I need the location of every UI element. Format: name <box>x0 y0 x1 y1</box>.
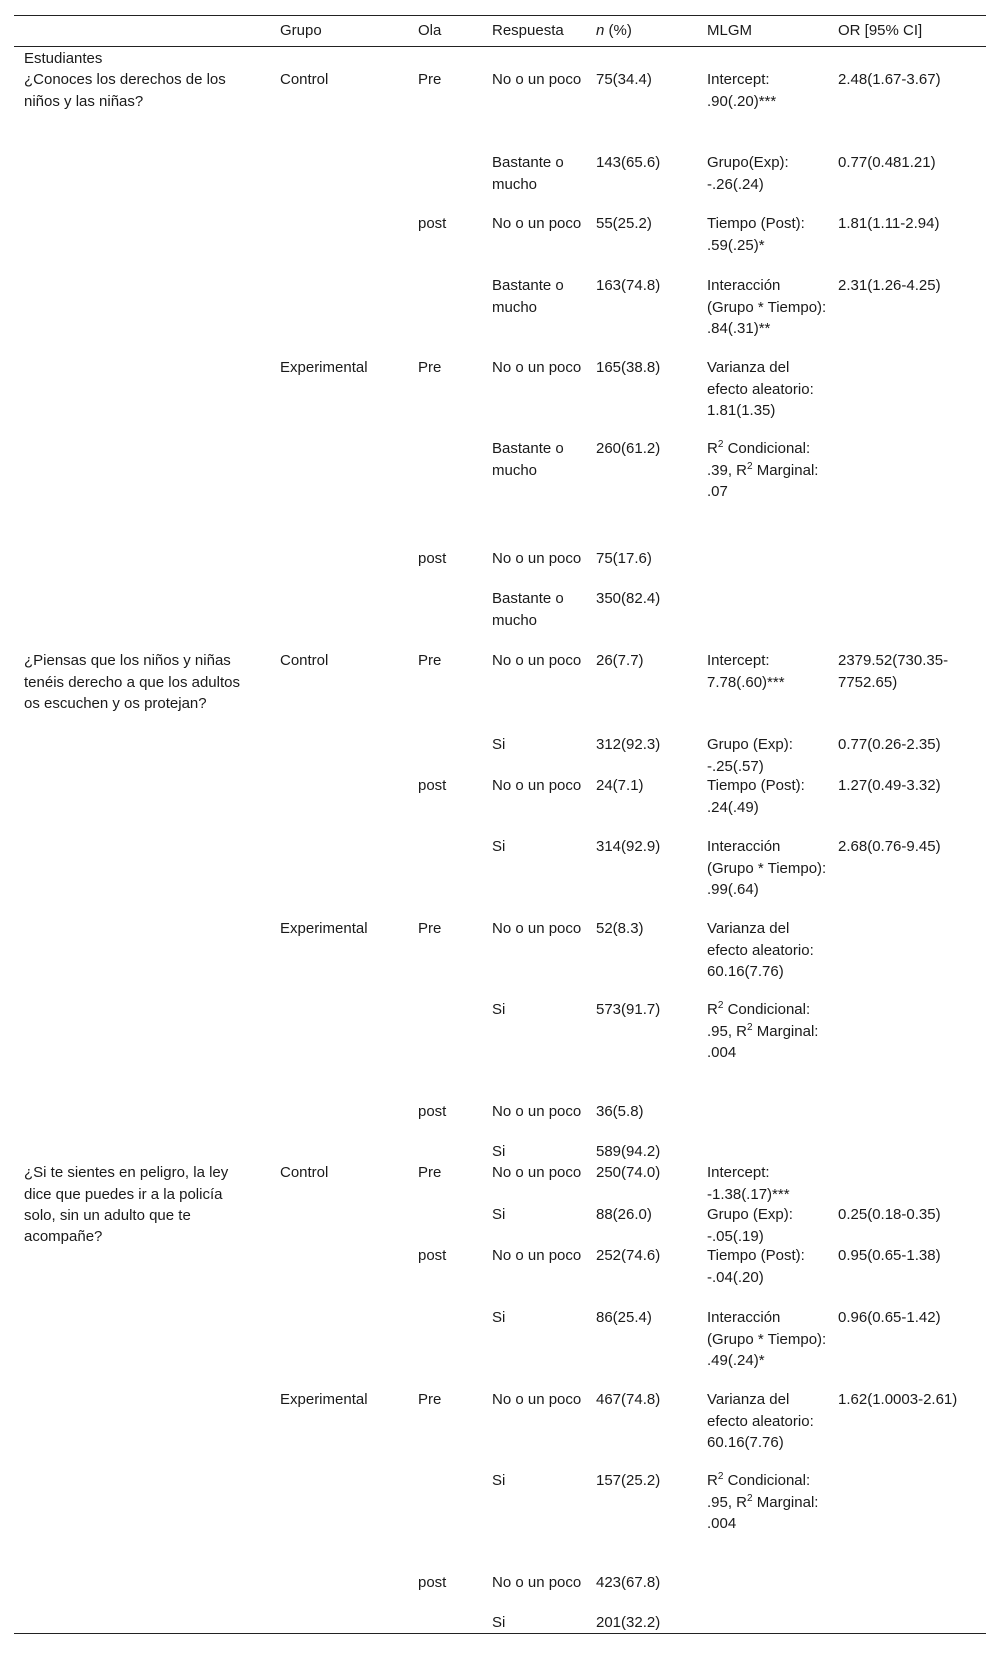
mlgm-cell <box>697 1470 828 1572</box>
group-cell <box>270 1141 408 1162</box>
odds-ratio-cell: 1.27(0.49-3.32) <box>838 777 941 795</box>
question-block <box>14 69 986 650</box>
response-cell: Bastante o mucho <box>492 590 564 629</box>
header-mlgm: MLGM <box>707 22 752 40</box>
group-cell <box>270 1204 408 1245</box>
mlgm-cell <box>697 548 828 588</box>
odds-ratio-cell: 0.25(0.18-0.35) <box>838 1206 941 1224</box>
wave-cell <box>408 152 482 213</box>
mlgm-cell: Varianza del efecto aleatorio: 1.81(1.35) <box>707 359 814 419</box>
r2-superscript: 2 <box>747 1021 753 1033</box>
header-respuesta: Respuesta <box>492 22 564 40</box>
odds-ratio-cell: 2.48(1.67-3.67) <box>838 71 941 89</box>
odds-ratio-cell: 2379.52(730.35-7752.65) <box>838 652 949 691</box>
wave-cell: post <box>418 215 447 233</box>
group-cell <box>270 734 408 775</box>
group-cell <box>270 1572 408 1612</box>
wave-cell: post <box>418 777 447 795</box>
group-cell <box>270 152 408 213</box>
results-table <box>14 15 986 1634</box>
response-cell: Si <box>492 1472 506 1490</box>
r2-superscript: 2 <box>717 1000 724 1012</box>
response-cell: No o un poco <box>492 1247 582 1265</box>
odds-ratio-cell <box>828 999 986 1101</box>
response-cell: No o un poco <box>492 1164 582 1182</box>
group-cell <box>270 1612 408 1633</box>
r2-symbol: R <box>707 440 718 458</box>
wave-cell: post <box>418 1574 447 1592</box>
odds-ratio-cell <box>828 918 986 999</box>
group-cell: Experimental <box>280 359 368 377</box>
question-text: ¿Piensas que los niños y niñas tenéis derecho a que los adultos os escuchen y os protejan? <box>24 652 240 712</box>
mlgm-cell: Varianza del efecto aleatorio: 60.16(7.76) <box>707 1391 814 1451</box>
group-cell <box>270 1101 408 1141</box>
response-cell: Si <box>492 1143 506 1161</box>
n-percent-cell: 88(26.0) <box>596 1206 652 1224</box>
r2-superscript: 2 <box>717 439 724 451</box>
odds-ratio-cell <box>828 1162 986 1204</box>
n-percent-cell: 573(91.7) <box>596 1001 661 1019</box>
header-or: OR [95% CI] <box>838 22 923 40</box>
odds-ratio-cell <box>828 548 986 588</box>
mlgm-cell: Interacción (Grupo * Tiempo): .99(.64) <box>707 838 827 898</box>
wave-cell: Pre <box>418 1164 442 1182</box>
table-body <box>14 69 986 1633</box>
response-cell: No o un poco <box>492 652 582 670</box>
group-cell <box>270 213 408 275</box>
odds-ratio-cell: 0.77(0.26-2.35) <box>838 736 941 754</box>
response-cell: Si <box>492 736 506 754</box>
response-cell: Si <box>492 1309 506 1327</box>
n-percent-cell: 55(25.2) <box>596 215 652 233</box>
n-percent-cell: 52(8.3) <box>596 920 644 938</box>
group-cell <box>270 1245 408 1307</box>
r2-conditional: Condicional: .39, R <box>707 440 811 479</box>
mlgm-cell <box>697 1572 828 1612</box>
odds-ratio-cell: 2.68(0.76-9.45) <box>838 838 941 856</box>
wave-cell <box>408 438 482 548</box>
response-cell: No o un poco <box>492 920 582 938</box>
wave-cell: post <box>418 1103 447 1121</box>
group-cell <box>270 1470 408 1572</box>
group-cell <box>270 548 408 588</box>
odds-ratio-cell <box>828 588 986 650</box>
group-cell: Control <box>280 652 329 670</box>
n-percent-cell: 24(7.1) <box>596 777 644 795</box>
wave-cell <box>408 734 482 775</box>
response-cell: Si <box>492 1001 506 1019</box>
mlgm-cell <box>697 1141 828 1162</box>
r2-superscript: 2 <box>747 460 753 472</box>
mlgm-cell: Tiempo (Post): -.04(.20) <box>707 1247 805 1286</box>
r2-marginal: Marginal: .004 <box>707 1022 819 1061</box>
odds-ratio-cell: 1.81(1.11-2.94) <box>838 215 940 233</box>
n-percent-cell: 163(74.8) <box>596 277 661 295</box>
n-percent-cell: 75(34.4) <box>596 71 652 89</box>
group-cell: Experimental <box>280 920 368 938</box>
section-label: Estudiantes <box>24 50 103 67</box>
r2-symbol: R <box>707 1472 718 1490</box>
n-percent-cell: 314(92.9) <box>596 838 661 856</box>
n-percent-cell: 350(82.4) <box>596 590 661 608</box>
response-cell: No o un poco <box>492 215 582 233</box>
r2-marginal: Marginal: .004 <box>707 1493 819 1532</box>
odds-ratio-cell <box>828 1612 986 1633</box>
question-text: ¿Si te sientes en peligro, la ley dice que puedes ir a la policía solo, sin un adulto que te acompañe? <box>24 1164 229 1246</box>
bottom-rule <box>14 1633 986 1634</box>
odds-ratio-cell <box>828 1101 986 1141</box>
response-cell: No o un poco <box>492 1103 582 1121</box>
header-grupo: Grupo <box>280 22 322 40</box>
response-cell: No o un poco <box>492 1574 582 1592</box>
n-percent-cell: 589(94.2) <box>596 1143 661 1161</box>
question-text: ¿Conoces los derechos de los niños y las niñas? <box>24 71 226 110</box>
wave-cell: Pre <box>418 652 442 670</box>
odds-ratio-cell <box>828 1470 986 1572</box>
odds-ratio-cell <box>828 1141 986 1162</box>
odds-ratio-cell <box>828 438 986 548</box>
wave-cell <box>408 1470 482 1572</box>
group-cell <box>270 836 408 918</box>
wave-cell: Pre <box>418 71 442 89</box>
odds-ratio-cell: 0.96(0.65-1.42) <box>838 1309 941 1327</box>
header-n-rest: (%) <box>604 22 632 40</box>
r2-symbol: R <box>707 1001 718 1019</box>
header-n-italic: n <box>596 22 605 40</box>
odds-ratio-cell: 0.95(0.65-1.38) <box>838 1247 941 1265</box>
question-block <box>14 650 986 1162</box>
wave-cell: Pre <box>418 359 442 377</box>
table-header <box>14 16 986 46</box>
n-percent-cell: 75(17.6) <box>596 550 652 568</box>
wave-cell <box>408 1307 482 1389</box>
mlgm-cell <box>697 588 828 650</box>
mlgm-cell <box>697 999 828 1101</box>
mlgm-cell: Grupo (Exp): -.05(.19) <box>707 1206 793 1245</box>
mlgm-cell <box>697 1612 828 1633</box>
n-percent-cell: 250(74.0) <box>596 1164 661 1182</box>
group-cell <box>270 438 408 548</box>
response-cell: Bastante o mucho <box>492 277 564 316</box>
wave-cell <box>408 836 482 918</box>
r2-superscript: 2 <box>747 1492 753 1504</box>
wave-cell: Pre <box>418 1391 442 1409</box>
group-cell: Experimental <box>280 1391 368 1409</box>
n-percent-cell: 36(5.8) <box>596 1103 644 1121</box>
mlgm-cell <box>697 1101 828 1141</box>
response-cell: Bastante o mucho <box>492 154 564 193</box>
mlgm-cell: Grupo(Exp): -.26(.24) <box>707 154 789 193</box>
group-cell <box>270 275 408 357</box>
wave-cell <box>408 1204 482 1245</box>
response-cell: No o un poco <box>492 71 582 89</box>
mlgm-cell: Interacción (Grupo * Tiempo): .84(.31)** <box>707 277 827 337</box>
odds-ratio-cell: 1.62(1.0003-2.61) <box>838 1391 958 1409</box>
odds-ratio-cell: 0.77(0.481.21) <box>838 154 936 172</box>
n-percent-cell: 26(7.7) <box>596 652 644 670</box>
group-cell: Control <box>280 1164 329 1182</box>
header-ola: Ola <box>418 22 442 40</box>
response-cell: Si <box>492 1206 506 1224</box>
mlgm-cell: Intercept: 7.78(.60)*** <box>707 652 785 691</box>
group-cell: Control <box>280 71 329 89</box>
r2-superscript: 2 <box>717 1471 724 1483</box>
wave-cell <box>408 1141 482 1162</box>
mlgm-cell: Varianza del efecto aleatorio: 60.16(7.76) <box>707 920 814 980</box>
response-cell: Si <box>492 838 506 856</box>
mlgm-cell: Intercept: -1.38(.17)*** <box>707 1164 790 1203</box>
n-percent-cell: 260(61.2) <box>596 440 661 458</box>
r2-conditional: Condicional: .95, R <box>707 1001 811 1040</box>
response-cell: No o un poco <box>492 777 582 795</box>
response-cell: No o un poco <box>492 1391 582 1409</box>
wave-cell: post <box>418 1247 447 1265</box>
r2-conditional: Condicional: .95, R <box>707 1472 811 1511</box>
mlgm-cell <box>697 438 828 548</box>
group-cell <box>270 999 408 1101</box>
wave-cell <box>408 999 482 1101</box>
group-cell <box>270 1307 408 1389</box>
n-percent-cell: 143(65.6) <box>596 154 661 172</box>
header-n <box>586 20 697 41</box>
mlgm-cell: Tiempo (Post): .59(.25)* <box>707 215 805 254</box>
mlgm-cell: Grupo (Exp): -.25(.57) <box>707 736 793 775</box>
odds-ratio-cell <box>828 1572 986 1612</box>
response-cell: No o un poco <box>492 359 582 377</box>
wave-cell <box>408 275 482 357</box>
wave-cell: Pre <box>418 920 442 938</box>
response-cell: Si <box>492 1614 506 1632</box>
response-cell: Bastante o mucho <box>492 440 564 479</box>
odds-ratio-cell: 2.31(1.26-4.25) <box>838 277 941 295</box>
n-percent-cell: 157(25.2) <box>596 1472 661 1490</box>
mlgm-cell: Interacción (Grupo * Tiempo): .49(.24)* <box>707 1309 827 1369</box>
n-percent-cell: 312(92.3) <box>596 736 661 754</box>
group-cell <box>270 775 408 836</box>
wave-cell <box>408 1612 482 1633</box>
n-percent-cell: 201(32.2) <box>596 1614 661 1632</box>
odds-ratio-cell <box>828 357 986 438</box>
wave-cell: post <box>418 550 447 568</box>
group-cell <box>270 588 408 650</box>
n-percent-cell: 467(74.8) <box>596 1391 661 1409</box>
n-percent-cell: 423(67.8) <box>596 1574 661 1592</box>
mlgm-cell: Tiempo (Post): .24(.49) <box>707 777 805 816</box>
r2-marginal: Marginal: .07 <box>707 461 819 500</box>
n-percent-cell: 252(74.6) <box>596 1247 661 1265</box>
n-percent-cell: 165(38.8) <box>596 359 661 377</box>
mlgm-cell: Intercept: .90(.20)*** <box>707 71 777 110</box>
n-percent-cell: 86(25.4) <box>596 1309 652 1327</box>
wave-cell <box>408 588 482 650</box>
response-cell: No o un poco <box>492 550 582 568</box>
question-block <box>14 1162 986 1633</box>
